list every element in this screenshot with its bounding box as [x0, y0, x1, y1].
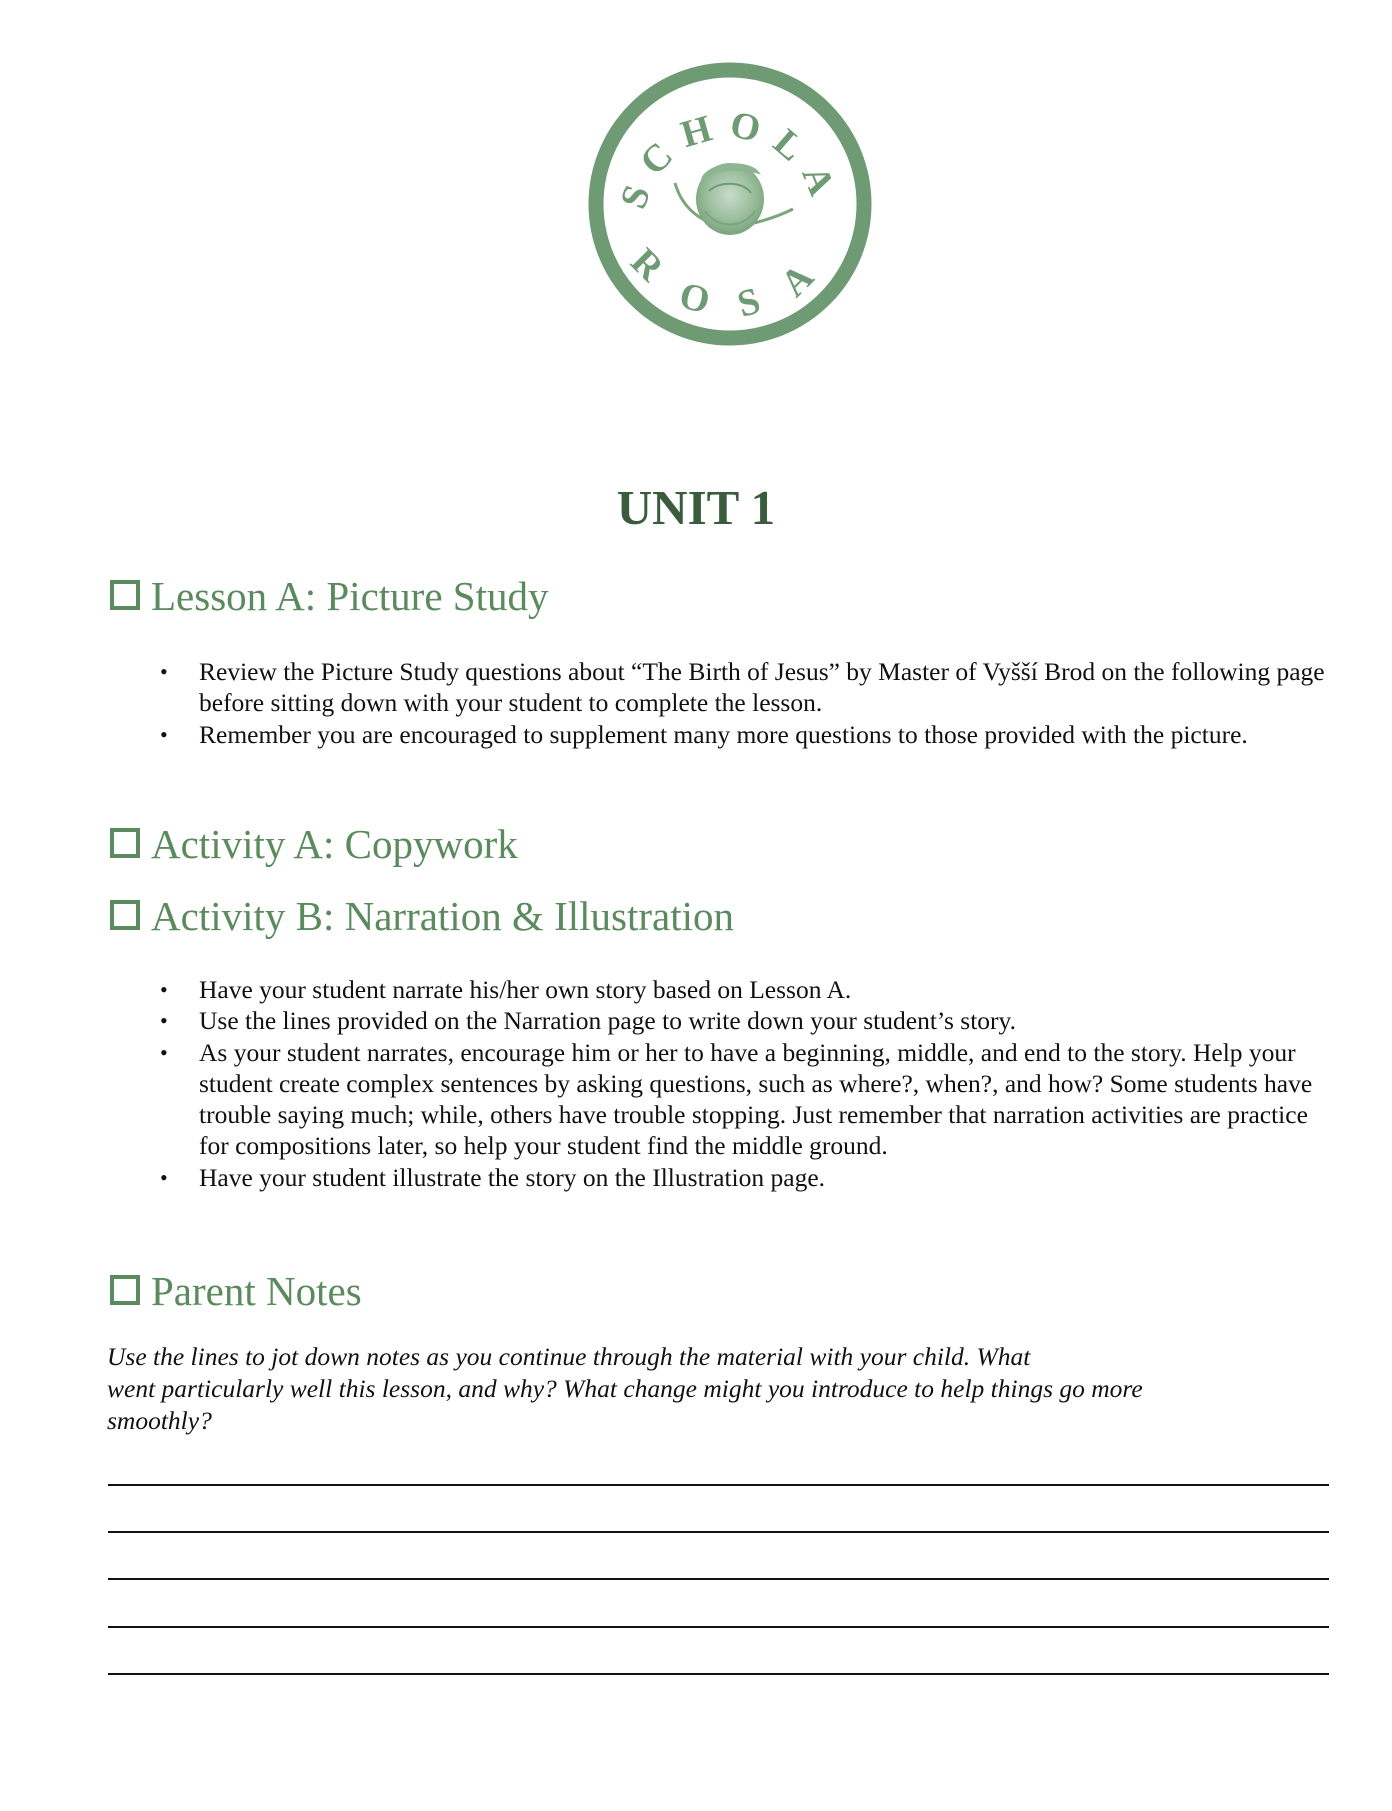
logo-text-top: SCHOLA — [612, 103, 849, 215]
bullet-text: Have your student narrate his/her own story based on Lesson A. — [199, 975, 852, 1004]
list-item — [160, 1162, 1340, 1193]
list-item — [160, 1005, 1340, 1036]
notes-instruction-line: Use the lines to jot down notes as you continue through the material with your child. What — [107, 1342, 1031, 1371]
notes-line[interactable] — [108, 1484, 1329, 1486]
notes-line[interactable] — [108, 1626, 1329, 1628]
notes-instruction-line: smoothly? — [107, 1406, 212, 1435]
list-item — [160, 656, 1340, 719]
bullet-icon: • — [160, 659, 168, 684]
bullet-icon: • — [160, 1008, 168, 1034]
activity-a-checkbox[interactable] — [110, 828, 140, 858]
bullet-text: Have your student illustrate the story on the Illustration page. — [199, 1162, 826, 1192]
bullet-icon: • — [160, 1164, 168, 1190]
bullet-icon: • — [160, 1039, 168, 1065]
notes-line[interactable] — [108, 1531, 1329, 1533]
parent-notes-checkbox[interactable] — [110, 1275, 140, 1305]
notes-line[interactable] — [108, 1578, 1329, 1580]
parent-notes-instructions — [107, 1341, 1257, 1437]
lesson-a-title: Lesson A: Picture Study — [151, 573, 549, 619]
list-item — [160, 1037, 1340, 1162]
activity-a-title: Activity A: Copywork — [151, 821, 518, 867]
activity-b-checkbox[interactable] — [110, 900, 140, 930]
bullet-icon: • — [160, 721, 168, 747]
bullet-icon: • — [160, 977, 168, 1002]
parent-notes-title: Parent Notes — [151, 1268, 362, 1314]
logo-seal — [587, 61, 873, 347]
list-item — [160, 974, 1340, 1005]
section-heading-lesson-a — [110, 572, 548, 620]
bullet-text: Use the lines provided on the Narration page to write down your student’s story. — [199, 1006, 1017, 1036]
lesson-a-checkbox[interactable] — [110, 580, 140, 610]
bullet-text: Review the Picture Study questions about “The Birth of Jesus” by Master of Vyšší Brod on the following page before sitting down with your student to complete the lesson. — [199, 657, 1325, 718]
section-heading-activity-a — [110, 820, 518, 868]
notes-instruction-line: went particularly well this lesson, and why? What change might you introduce to help things go more — [107, 1374, 1143, 1403]
lesson-a-bullets — [160, 656, 1340, 750]
bullet-text: Remember you are encouraged to supplement many more questions to those provided with the picture. — [199, 719, 1248, 749]
schola-rosa-logo — [587, 61, 873, 347]
notes-line[interactable] — [108, 1673, 1329, 1675]
section-heading-parent-notes — [110, 1267, 362, 1315]
activity-b-bullets — [160, 974, 1340, 1193]
section-heading-activity-b — [110, 892, 734, 940]
page-title: UNIT 1 — [616, 480, 776, 535]
logo-text-bottom: ROSA — [622, 240, 838, 328]
list-item — [160, 719, 1340, 750]
bullet-text: As your student narrates, encourage him or her to have a beginning, middle, and end to the story. Help your student create complex sentences by asking questions, such as where?, when?, and how? Some students have trouble saying much; while, others have trouble stopping. Just remember that narration activities are practice for compositions later, so help your student find the middle ground. — [199, 1037, 1313, 1161]
activity-b-title: Activity B: Narration & Illustration — [151, 893, 735, 939]
